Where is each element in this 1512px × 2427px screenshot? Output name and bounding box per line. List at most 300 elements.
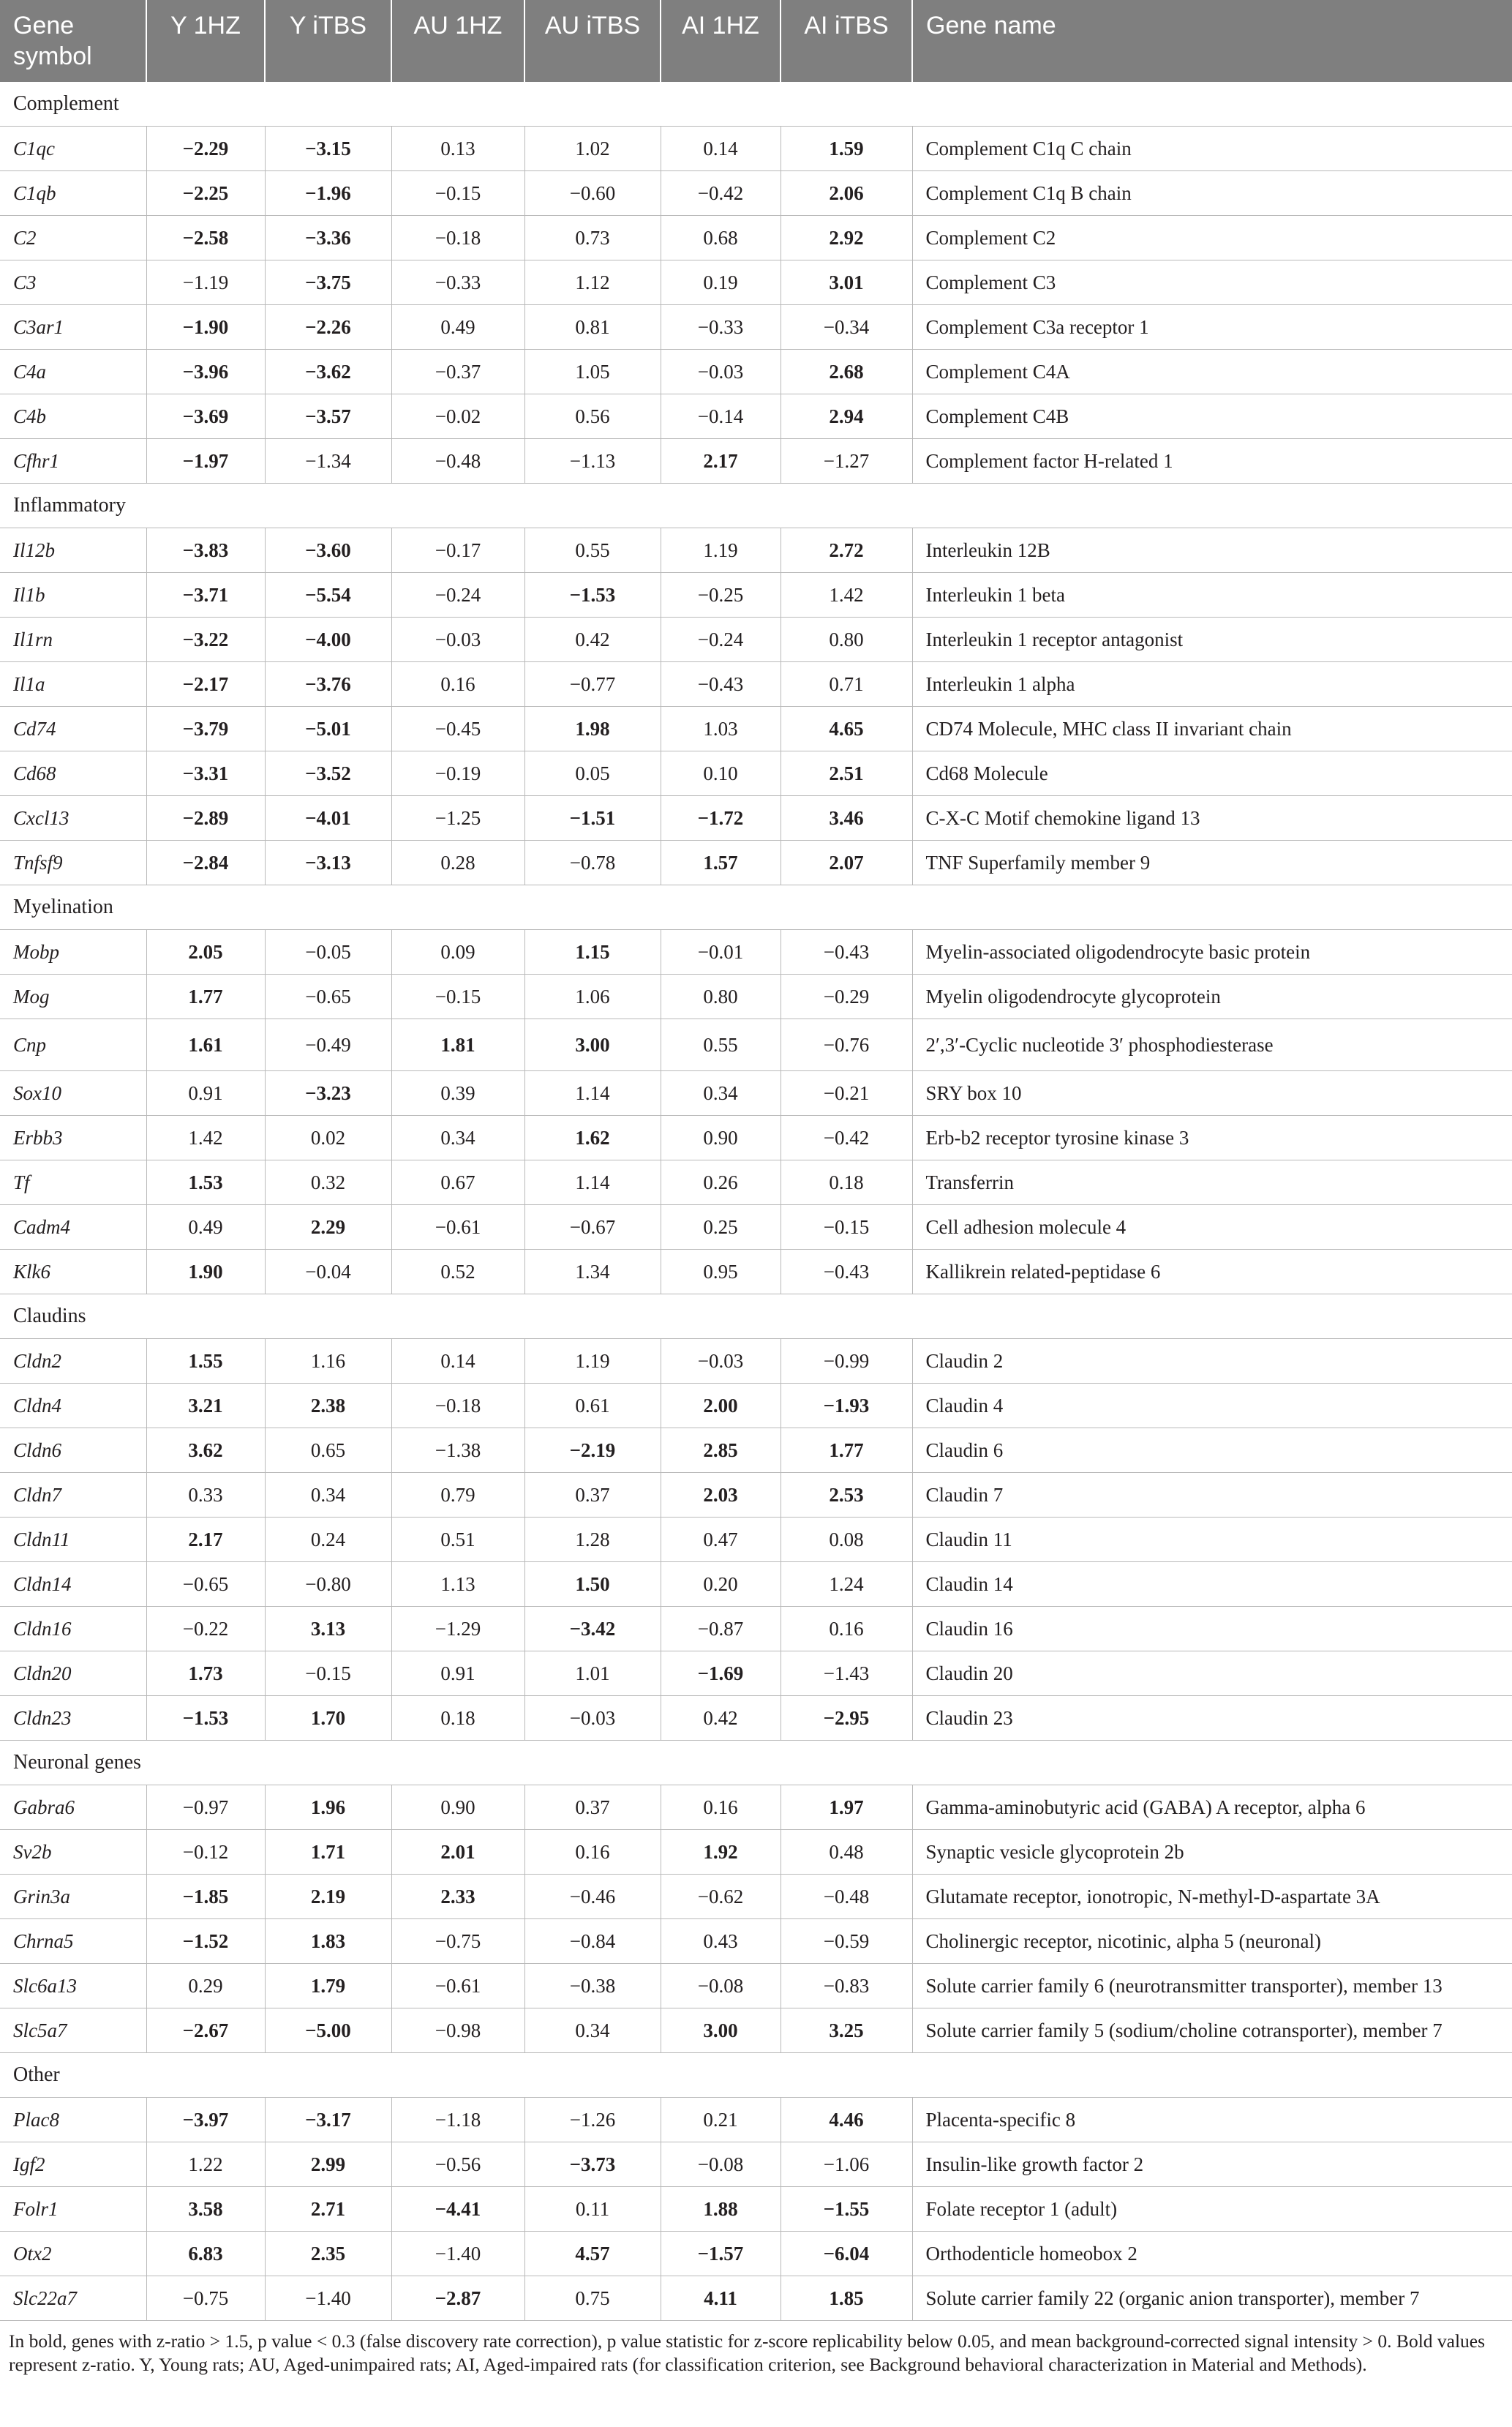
z-ratio-cell: −4.41 <box>391 2187 524 2232</box>
z-ratio-cell: 1.83 <box>265 1919 391 1964</box>
table-row <box>0 1785 1512 1830</box>
z-ratio-cell: 0.80 <box>781 618 912 662</box>
z-ratio-cell: 0.91 <box>391 1651 524 1696</box>
z-ratio-cell: −3.79 <box>146 707 265 751</box>
z-ratio-cell: 1.15 <box>524 930 661 975</box>
z-ratio-cell: −2.19 <box>524 1428 661 1473</box>
gene-name-cell: Complement C4A <box>912 350 1512 394</box>
gene-symbol-cell: Slc6a13 <box>0 1964 146 2008</box>
gene-name-cell: Interleukin 1 beta <box>912 573 1512 618</box>
z-ratio-cell: 0.43 <box>661 1919 781 1964</box>
z-ratio-cell: −0.17 <box>391 528 524 573</box>
z-ratio-cell: 0.34 <box>391 1116 524 1160</box>
z-ratio-cell: 2.94 <box>781 394 912 439</box>
table-row <box>0 528 1512 573</box>
z-ratio-cell: −2.87 <box>391 2276 524 2321</box>
table-row <box>0 439 1512 484</box>
gene-symbol-cell: C4a <box>0 350 146 394</box>
z-ratio-cell: −0.84 <box>524 1919 661 1964</box>
table-row <box>0 1205 1512 1250</box>
z-ratio-cell: −0.24 <box>661 618 781 662</box>
z-ratio-cell: −0.22 <box>146 1607 265 1651</box>
z-ratio-cell: −3.76 <box>265 662 391 707</box>
z-ratio-cell: −0.05 <box>265 930 391 975</box>
gene-name-cell: Claudin 2 <box>912 1339 1512 1384</box>
z-ratio-cell: 2.06 <box>781 171 912 216</box>
z-ratio-cell: −0.01 <box>661 930 781 975</box>
z-ratio-cell: −2.17 <box>146 662 265 707</box>
z-ratio-cell: 3.25 <box>781 2008 912 2053</box>
header-ai-1hz: AI 1HZ <box>661 0 781 82</box>
z-ratio-cell: −0.65 <box>265 975 391 1019</box>
gene-name-cell: Claudin 20 <box>912 1651 1512 1696</box>
table-row <box>0 1875 1512 1919</box>
z-ratio-cell: 1.01 <box>524 1651 661 1696</box>
group-label: Other <box>0 2053 1512 2098</box>
z-ratio-cell: 0.14 <box>391 1339 524 1384</box>
z-ratio-cell: 1.12 <box>524 260 661 305</box>
z-ratio-cell: 4.65 <box>781 707 912 751</box>
z-ratio-cell: −0.49 <box>265 1019 391 1071</box>
z-ratio-cell: 0.37 <box>524 1785 661 1830</box>
z-ratio-cell: 1.14 <box>524 1160 661 1205</box>
z-ratio-cell: −0.75 <box>146 2276 265 2321</box>
z-ratio-cell: −0.18 <box>391 1384 524 1428</box>
gene-symbol-cell: Folr1 <box>0 2187 146 2232</box>
z-ratio-cell: −0.03 <box>391 618 524 662</box>
z-ratio-cell: −0.38 <box>524 1964 661 2008</box>
z-ratio-cell: 2.00 <box>661 1384 781 1428</box>
z-ratio-cell: −0.78 <box>524 841 661 885</box>
z-ratio-cell: 0.79 <box>391 1473 524 1518</box>
table-row <box>0 305 1512 350</box>
z-ratio-cell: −0.80 <box>265 1562 391 1607</box>
table-row <box>0 216 1512 260</box>
gene-symbol-cell: C3 <box>0 260 146 305</box>
table-body <box>0 82 1512 2321</box>
z-ratio-cell: −1.69 <box>661 1651 781 1696</box>
z-ratio-cell: −1.06 <box>781 2142 912 2187</box>
z-ratio-cell: 2.17 <box>661 439 781 484</box>
z-ratio-cell: 1.97 <box>781 1785 912 1830</box>
z-ratio-cell: 1.02 <box>524 127 661 171</box>
z-ratio-cell: −3.83 <box>146 528 265 573</box>
z-ratio-cell: −3.17 <box>265 2098 391 2142</box>
z-ratio-cell: −0.03 <box>661 350 781 394</box>
z-ratio-cell: −0.97 <box>146 1785 265 1830</box>
z-ratio-cell: −0.87 <box>661 1607 781 1651</box>
z-ratio-cell: −0.43 <box>781 1250 912 1294</box>
group-label: Claudins <box>0 1294 1512 1339</box>
z-ratio-cell: 1.71 <box>265 1830 391 1875</box>
z-ratio-cell: 0.18 <box>781 1160 912 1205</box>
table-row <box>0 618 1512 662</box>
z-ratio-cell: 1.77 <box>146 975 265 1019</box>
z-ratio-cell: −3.31 <box>146 751 265 796</box>
z-ratio-cell: −1.18 <box>391 2098 524 2142</box>
z-ratio-cell: −1.97 <box>146 439 265 484</box>
z-ratio-cell: −0.65 <box>146 1562 265 1607</box>
z-ratio-cell: 0.16 <box>661 1785 781 1830</box>
z-ratio-cell: −0.08 <box>661 2142 781 2187</box>
gene-symbol-cell: Tnfsf9 <box>0 841 146 885</box>
z-ratio-cell: 0.75 <box>524 2276 661 2321</box>
gene-symbol-cell: Cldn14 <box>0 1562 146 1607</box>
z-ratio-cell: 2.19 <box>265 1875 391 1919</box>
z-ratio-cell: 2.51 <box>781 751 912 796</box>
z-ratio-cell: 0.19 <box>661 260 781 305</box>
z-ratio-cell: 0.34 <box>661 1071 781 1116</box>
table-row <box>0 1964 1512 2008</box>
header-y-1hz: Y 1HZ <box>146 0 265 82</box>
z-ratio-cell: −0.42 <box>781 1116 912 1160</box>
z-ratio-cell: −0.15 <box>781 1205 912 1250</box>
z-ratio-cell: 0.10 <box>661 751 781 796</box>
z-ratio-cell: 3.46 <box>781 796 912 841</box>
gene-name-cell: Complement C3a receptor 1 <box>912 305 1512 350</box>
table-row <box>0 2098 1512 2142</box>
gene-name-cell: Interleukin 1 receptor antagonist <box>912 618 1512 662</box>
z-ratio-cell: −1.38 <box>391 1428 524 1473</box>
z-ratio-cell: 2.68 <box>781 350 912 394</box>
z-ratio-cell: 2.35 <box>265 2232 391 2276</box>
gene-symbol-cell: Cldn11 <box>0 1518 146 1562</box>
z-ratio-cell: −0.34 <box>781 305 912 350</box>
z-ratio-cell: 0.47 <box>661 1518 781 1562</box>
gene-symbol-cell: Cd74 <box>0 707 146 751</box>
z-ratio-cell: −1.29 <box>391 1607 524 1651</box>
gene-symbol-cell: C2 <box>0 216 146 260</box>
z-ratio-cell: 1.42 <box>781 573 912 618</box>
table-row <box>0 1019 1512 1071</box>
table-row <box>0 1473 1512 1518</box>
z-ratio-cell: −0.33 <box>391 260 524 305</box>
header-au-itbs: AU iTBS <box>524 0 661 82</box>
z-ratio-cell: 1.03 <box>661 707 781 751</box>
z-ratio-cell: 3.21 <box>146 1384 265 1428</box>
z-ratio-cell: −0.12 <box>146 1830 265 1875</box>
gene-name-cell: Claudin 4 <box>912 1384 1512 1428</box>
gene-symbol-cell: Cldn2 <box>0 1339 146 1384</box>
gene-symbol-cell: Gabra6 <box>0 1785 146 1830</box>
z-ratio-cell: 0.68 <box>661 216 781 260</box>
z-ratio-cell: −0.59 <box>781 1919 912 1964</box>
z-ratio-cell: 0.34 <box>265 1473 391 1518</box>
gene-name-cell: Complement C4B <box>912 394 1512 439</box>
z-ratio-cell: −2.26 <box>265 305 391 350</box>
gene-symbol-cell: Il1b <box>0 573 146 618</box>
z-ratio-cell: 0.33 <box>146 1473 265 1518</box>
gene-symbol-cell: Slc5a7 <box>0 2008 146 2053</box>
table-row <box>0 1071 1512 1116</box>
z-ratio-cell: −1.85 <box>146 1875 265 1919</box>
table-row <box>0 1830 1512 1875</box>
z-ratio-cell: −0.19 <box>391 751 524 796</box>
gene-symbol-cell: Sox10 <box>0 1071 146 1116</box>
z-ratio-cell: 2.99 <box>265 2142 391 2187</box>
z-ratio-cell: −0.62 <box>661 1875 781 1919</box>
gene-symbol-cell: Igf2 <box>0 2142 146 2187</box>
z-ratio-cell: 3.58 <box>146 2187 265 2232</box>
table-row <box>0 707 1512 751</box>
gene-name-cell: Placenta-specific 8 <box>912 2098 1512 2142</box>
gene-name-cell: Complement C3 <box>912 260 1512 305</box>
gene-symbol-cell: Slc22a7 <box>0 2276 146 2321</box>
z-ratio-cell: 1.90 <box>146 1250 265 1294</box>
z-ratio-cell: −1.40 <box>265 2276 391 2321</box>
z-ratio-cell: 1.05 <box>524 350 661 394</box>
z-ratio-cell: −0.61 <box>391 1205 524 1250</box>
gene-symbol-cell: C4b <box>0 394 146 439</box>
z-ratio-cell: −0.61 <box>391 1964 524 2008</box>
table-row <box>0 1696 1512 1741</box>
table-row <box>0 751 1512 796</box>
gene-name-cell: Orthodenticle homeobox 2 <box>912 2232 1512 2276</box>
z-ratio-cell: −0.37 <box>391 350 524 394</box>
gene-name-cell: 2′,3′-Cyclic nucleotide 3′ phosphodiesterase <box>912 1019 1512 1071</box>
z-ratio-cell: −3.71 <box>146 573 265 618</box>
z-ratio-cell: −2.67 <box>146 2008 265 2053</box>
z-ratio-cell: −1.43 <box>781 1651 912 1696</box>
z-ratio-cell: −0.56 <box>391 2142 524 2187</box>
gene-name-cell: Claudin 23 <box>912 1696 1512 1741</box>
z-ratio-cell: 0.52 <box>391 1250 524 1294</box>
z-ratio-cell: −3.36 <box>265 216 391 260</box>
table-row <box>0 2142 1512 2187</box>
z-ratio-cell: 0.02 <box>265 1116 391 1160</box>
gene-symbol-cell: Chrna5 <box>0 1919 146 1964</box>
gene-symbol-cell: Cnp <box>0 1019 146 1071</box>
z-ratio-cell: 1.53 <box>146 1160 265 1205</box>
z-ratio-cell: −2.25 <box>146 171 265 216</box>
z-ratio-cell: 0.73 <box>524 216 661 260</box>
gene-name-cell: Gamma-aminobutyric acid (GABA) A receptor, alpha 6 <box>912 1785 1512 1830</box>
table-row <box>0 1919 1512 1964</box>
table-row <box>0 1651 1512 1696</box>
z-ratio-cell: 1.06 <box>524 975 661 1019</box>
z-ratio-cell: −1.52 <box>146 1919 265 1964</box>
z-ratio-cell: 0.16 <box>781 1607 912 1651</box>
z-ratio-cell: 0.80 <box>661 975 781 1019</box>
z-ratio-cell: 1.61 <box>146 1019 265 1071</box>
z-ratio-cell: 0.90 <box>661 1116 781 1160</box>
table-row <box>0 171 1512 216</box>
gene-symbol-cell: Il1a <box>0 662 146 707</box>
z-ratio-cell: 1.98 <box>524 707 661 751</box>
z-ratio-cell: −3.57 <box>265 394 391 439</box>
z-ratio-cell: −0.24 <box>391 573 524 618</box>
gene-name-cell: Myelin oligodendrocyte glycoprotein <box>912 975 1512 1019</box>
z-ratio-cell: −1.72 <box>661 796 781 841</box>
z-ratio-cell: −0.48 <box>391 439 524 484</box>
z-ratio-cell: 1.19 <box>661 528 781 573</box>
gene-name-cell: Complement C1q C chain <box>912 127 1512 171</box>
z-ratio-cell: 0.49 <box>146 1205 265 1250</box>
z-ratio-cell: −3.15 <box>265 127 391 171</box>
z-ratio-cell: 0.42 <box>661 1696 781 1741</box>
z-ratio-cell: 1.14 <box>524 1071 661 1116</box>
z-ratio-cell: 0.49 <box>391 305 524 350</box>
z-ratio-cell: −0.03 <box>661 1339 781 1384</box>
z-ratio-cell: −0.48 <box>781 1875 912 1919</box>
z-ratio-cell: 1.19 <box>524 1339 661 1384</box>
table-row <box>0 2232 1512 2276</box>
gene-name-cell: Claudin 7 <box>912 1473 1512 1518</box>
group-row <box>0 1741 1512 1785</box>
z-ratio-cell: −0.15 <box>265 1651 391 1696</box>
z-ratio-cell: −0.75 <box>391 1919 524 1964</box>
z-ratio-cell: −1.90 <box>146 305 265 350</box>
z-ratio-cell: 1.85 <box>781 2276 912 2321</box>
z-ratio-cell: 2.33 <box>391 1875 524 1919</box>
gene-symbol-cell: Erbb3 <box>0 1116 146 1160</box>
table-row <box>0 1116 1512 1160</box>
z-ratio-cell: −0.46 <box>524 1875 661 1919</box>
table-row <box>0 2276 1512 2321</box>
z-ratio-cell: −1.57 <box>661 2232 781 2276</box>
z-ratio-cell: −0.67 <box>524 1205 661 1250</box>
gene-name-cell: SRY box 10 <box>912 1071 1512 1116</box>
z-ratio-cell: 0.26 <box>661 1160 781 1205</box>
gene-name-cell: Transferrin <box>912 1160 1512 1205</box>
z-ratio-cell: −3.96 <box>146 350 265 394</box>
z-ratio-cell: 0.29 <box>146 1964 265 2008</box>
z-ratio-cell: −0.43 <box>781 930 912 975</box>
gene-name-cell: Erb-b2 receptor tyrosine kinase 3 <box>912 1116 1512 1160</box>
gene-symbol-cell: Cd68 <box>0 751 146 796</box>
z-ratio-cell: 1.42 <box>146 1116 265 1160</box>
z-ratio-cell: −0.83 <box>781 1964 912 2008</box>
table-row <box>0 2008 1512 2053</box>
z-ratio-cell: 0.20 <box>661 1562 781 1607</box>
z-ratio-cell: 1.96 <box>265 1785 391 1830</box>
z-ratio-cell: −0.08 <box>661 1964 781 2008</box>
table-row <box>0 1562 1512 1607</box>
z-ratio-cell: 0.13 <box>391 127 524 171</box>
table-row <box>0 1384 1512 1428</box>
gene-name-cell: TNF Superfamily member 9 <box>912 841 1512 885</box>
gene-symbol-cell: C1qc <box>0 127 146 171</box>
gene-name-cell: Folate receptor 1 (adult) <box>912 2187 1512 2232</box>
z-ratio-cell: −4.00 <box>265 618 391 662</box>
gene-name-cell: CD74 Molecule, MHC class II invariant chain <box>912 707 1512 751</box>
gene-name-cell: Claudin 14 <box>912 1562 1512 1607</box>
table-row <box>0 127 1512 171</box>
z-ratio-cell: 0.61 <box>524 1384 661 1428</box>
gene-symbol-cell: Cldn20 <box>0 1651 146 1696</box>
z-ratio-cell: 2.53 <box>781 1473 912 1518</box>
z-ratio-cell: 0.51 <box>391 1518 524 1562</box>
z-ratio-cell: 4.57 <box>524 2232 661 2276</box>
z-ratio-cell: 0.14 <box>661 127 781 171</box>
gene-name-cell: Complement C1q B chain <box>912 171 1512 216</box>
z-ratio-cell: 2.05 <box>146 930 265 975</box>
table-row <box>0 350 1512 394</box>
table-row <box>0 841 1512 885</box>
z-ratio-cell: −1.19 <box>146 260 265 305</box>
z-ratio-cell: 0.67 <box>391 1160 524 1205</box>
z-ratio-cell: −0.29 <box>781 975 912 1019</box>
z-ratio-cell: 0.24 <box>265 1518 391 1562</box>
gene-symbol-cell: Il1rn <box>0 618 146 662</box>
table-row <box>0 1250 1512 1294</box>
table-row <box>0 662 1512 707</box>
z-ratio-cell: 0.05 <box>524 751 661 796</box>
z-ratio-cell: 0.90 <box>391 1785 524 1830</box>
table-row <box>0 260 1512 305</box>
gene-symbol-cell: Tf <box>0 1160 146 1205</box>
z-ratio-cell: 2.29 <box>265 1205 391 1250</box>
gene-name-cell: Cd68 Molecule <box>912 751 1512 796</box>
z-ratio-cell: −1.93 <box>781 1384 912 1428</box>
group-label: Inflammatory <box>0 484 1512 528</box>
group-row <box>0 1294 1512 1339</box>
z-ratio-cell: −3.23 <box>265 1071 391 1116</box>
z-ratio-cell: −2.84 <box>146 841 265 885</box>
z-ratio-cell: −0.04 <box>265 1250 391 1294</box>
z-ratio-cell: −1.53 <box>146 1696 265 1741</box>
gene-name-cell: Solute carrier family 6 (neurotransmitter transporter), member 13 <box>912 1964 1512 2008</box>
z-ratio-cell: −2.95 <box>781 1696 912 1741</box>
table-row <box>0 573 1512 618</box>
z-ratio-cell: −1.27 <box>781 439 912 484</box>
z-ratio-cell: −0.03 <box>524 1696 661 1741</box>
z-ratio-cell: 4.46 <box>781 2098 912 2142</box>
gene-name-cell: Claudin 16 <box>912 1607 1512 1651</box>
gene-name-cell: Solute carrier family 5 (sodium/choline cotransporter), member 7 <box>912 2008 1512 2053</box>
z-ratio-cell: 1.55 <box>146 1339 265 1384</box>
z-ratio-cell: 3.01 <box>781 260 912 305</box>
z-ratio-cell: 0.21 <box>661 2098 781 2142</box>
z-ratio-cell: 2.17 <box>146 1518 265 1562</box>
gene-symbol-cell: Sv2b <box>0 1830 146 1875</box>
group-row <box>0 2053 1512 2098</box>
z-ratio-cell: −1.55 <box>781 2187 912 2232</box>
table-row <box>0 1339 1512 1384</box>
z-ratio-cell: −1.25 <box>391 796 524 841</box>
z-ratio-cell: −0.15 <box>391 975 524 1019</box>
table-row <box>0 394 1512 439</box>
table-row <box>0 2187 1512 2232</box>
gene-name-cell: Complement factor H-related 1 <box>912 439 1512 484</box>
z-ratio-cell: 0.91 <box>146 1071 265 1116</box>
group-label: Neuronal genes <box>0 1741 1512 1785</box>
z-ratio-cell: 0.65 <box>265 1428 391 1473</box>
z-ratio-cell: 0.71 <box>781 662 912 707</box>
z-ratio-cell: −0.18 <box>391 216 524 260</box>
z-ratio-cell: −3.73 <box>524 2142 661 2187</box>
gene-name-cell: C-X-C Motif chemokine ligand 13 <box>912 796 1512 841</box>
z-ratio-cell: 1.88 <box>661 2187 781 2232</box>
z-ratio-cell: −0.99 <box>781 1339 912 1384</box>
z-ratio-cell: −0.02 <box>391 394 524 439</box>
z-ratio-cell: 2.01 <box>391 1830 524 1875</box>
z-ratio-cell: −6.04 <box>781 2232 912 2276</box>
header-gene-symbol: Gene symbol <box>0 0 146 82</box>
z-ratio-cell: −3.97 <box>146 2098 265 2142</box>
z-ratio-cell: 0.39 <box>391 1071 524 1116</box>
group-label: Complement <box>0 82 1512 127</box>
z-ratio-cell: 2.72 <box>781 528 912 573</box>
z-ratio-cell: 0.25 <box>661 1205 781 1250</box>
z-ratio-cell: −1.26 <box>524 2098 661 2142</box>
header-ai-itbs: AI iTBS <box>781 0 912 82</box>
z-ratio-cell: 1.28 <box>524 1518 661 1562</box>
z-ratio-cell: 1.70 <box>265 1696 391 1741</box>
z-ratio-cell: 1.59 <box>781 127 912 171</box>
header-au-1hz: AU 1HZ <box>391 0 524 82</box>
gene-symbol-cell: Mog <box>0 975 146 1019</box>
